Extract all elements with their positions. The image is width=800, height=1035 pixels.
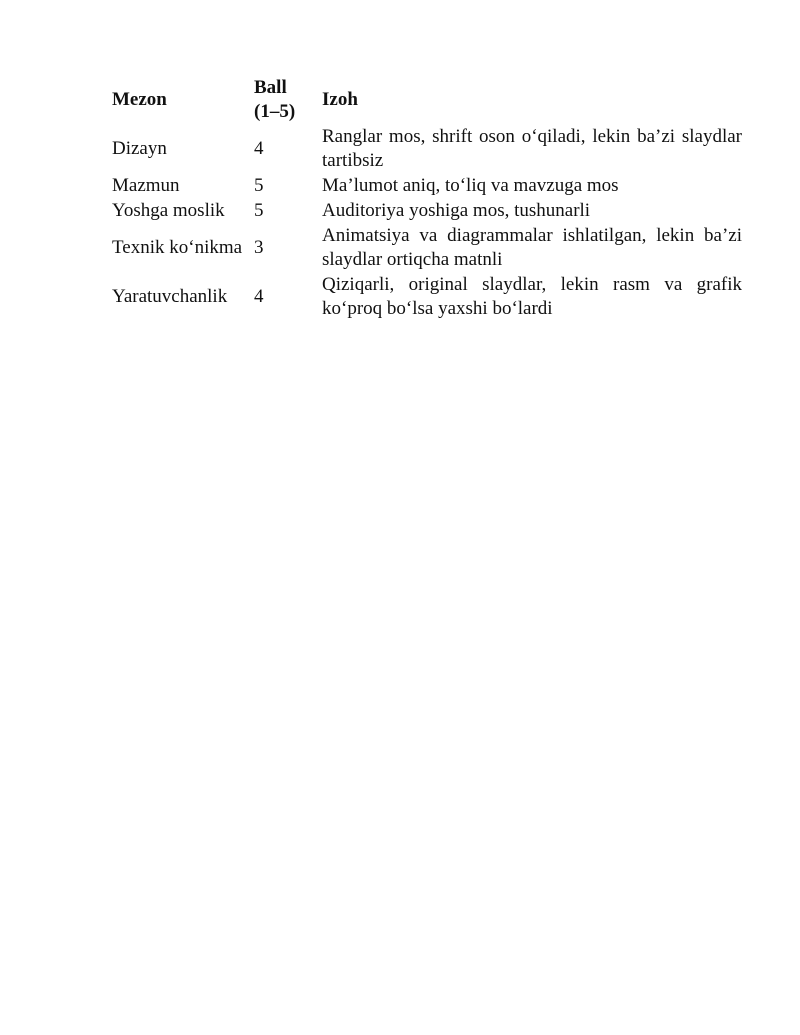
- cell-score: 5: [254, 200, 264, 221]
- cell-score: 4: [254, 138, 264, 159]
- cell-criterion: Yoshga moslik: [112, 200, 225, 221]
- cell-comment: Auditoriya yoshiga mos, tushunarli: [322, 200, 591, 221]
- cell-criterion: Texnik ko‘nikma: [112, 237, 243, 258]
- table-row: [108, 273, 746, 322]
- header-score: Ball (1–5): [254, 77, 296, 122]
- cell-criterion: Yaratuvchanlik: [112, 286, 228, 307]
- table-header-row: [108, 75, 746, 125]
- table-row: [108, 224, 746, 273]
- cell-criterion: Dizayn: [112, 138, 167, 159]
- table-row: [108, 174, 746, 199]
- cell-comment: Ranglar mos, shrift oson o‘qiladi, lekin ba’zi slaydlar tartibsiz: [322, 126, 742, 171]
- header-criterion: Mezon: [112, 89, 167, 110]
- evaluation-table: [108, 75, 746, 322]
- table-row: [108, 125, 746, 174]
- header-comment: Izoh: [322, 89, 358, 110]
- cell-comment: Qiziqarli, original slaydlar, lekin rasm va grafik ko‘proq bo‘lsa yaxshi bo‘lardi: [322, 274, 742, 319]
- cell-score: 5: [254, 175, 264, 196]
- cell-comment: Ma’lumot aniq, to‘liq va mavzuga mos: [322, 175, 619, 196]
- cell-criterion: Mazmun: [112, 175, 180, 196]
- cell-score: 3: [254, 237, 264, 258]
- cell-comment: Animatsiya va diagrammalar ishlatilgan, lekin ba’zi slaydlar ortiqcha matnli: [322, 225, 742, 270]
- table-row: [108, 199, 746, 224]
- cell-score: 4: [254, 286, 264, 307]
